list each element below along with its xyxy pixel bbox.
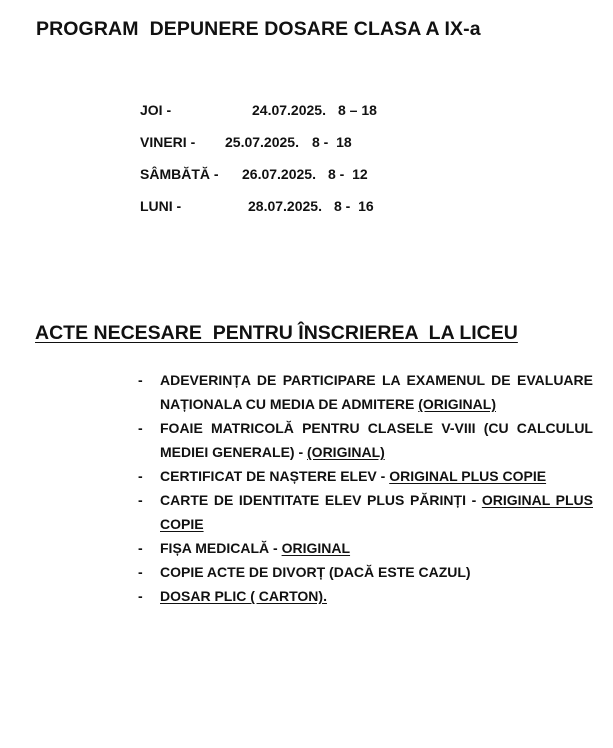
- item-underlined: DOSAR PLIC ( CARTON).: [160, 588, 327, 604]
- list-item: [138, 536, 593, 560]
- item-underlined: (ORIGINAL): [307, 444, 385, 460]
- list-item: [138, 416, 593, 464]
- list-item: [138, 560, 593, 584]
- documents-list: [138, 368, 593, 608]
- schedule-hours: 8 - 16: [334, 198, 374, 214]
- schedule-date: 28.07.2025.: [248, 198, 322, 214]
- schedule-day: SÂMBĂTĂ -: [140, 166, 219, 182]
- schedule-day: JOI -: [140, 102, 172, 118]
- list-dash: -: [138, 420, 143, 436]
- item-text: CARTE DE IDENTITATE ELEV PLUS PĂRINȚI -: [160, 492, 482, 508]
- schedule-hours: 8 - 18: [312, 134, 352, 150]
- item-underlined: ORIGINAL PLUS COPIE: [389, 468, 547, 484]
- list-dash: -: [138, 588, 143, 604]
- list-item: [138, 464, 593, 488]
- schedule-hours: 8 – 18: [338, 102, 377, 118]
- list-dash: -: [138, 468, 143, 484]
- item-text: COPIE ACTE DE DIVORȚ (DACĂ ESTE CAZUL): [160, 564, 471, 580]
- page-title: PROGRAM DEPUNERE DOSARE CLASA A IX-a: [36, 18, 481, 40]
- schedule-date: 26.07.2025.: [242, 166, 316, 182]
- list-item: [138, 488, 593, 536]
- item-underlined: ORIGINAL PLUS COPIE: [160, 492, 593, 532]
- item-underlined: ORIGINAL: [281, 540, 351, 556]
- item-text: CERTIFICAT DE NAȘTERE ELEV -: [160, 468, 390, 484]
- list-item: [138, 368, 593, 416]
- item-text: FIȘA MEDICALĂ -: [160, 540, 282, 556]
- schedule-day: LUNI -: [140, 198, 182, 214]
- item-text: FOAIE MATRICOLĂ PENTRU CLASELE V-VIII (CU CALCULUL MEDIEI GENERALE) -: [160, 420, 593, 460]
- item-text: ADEVERINȚA DE PARTICIPARE LA EXAMENUL DE EVALUARE NAȚIONALA CU MEDIA DE ADMITERE: [160, 372, 593, 412]
- list-dash: -: [138, 372, 143, 388]
- schedule-day: VINERI -: [140, 134, 196, 150]
- schedule-date: 24.07.2025.: [252, 102, 326, 118]
- list-dash: -: [138, 540, 143, 556]
- list-dash: -: [138, 564, 143, 580]
- item-underlined: (ORIGINAL): [418, 396, 496, 412]
- list-dash: -: [138, 492, 143, 508]
- list-item: [138, 584, 593, 608]
- schedule-date: 25.07.2025.: [225, 134, 299, 150]
- documents-title: ACTE NECESARE PENTRU ÎNSCRIEREA LA LICEU: [35, 322, 518, 344]
- schedule-hours: 8 - 12: [328, 166, 368, 182]
